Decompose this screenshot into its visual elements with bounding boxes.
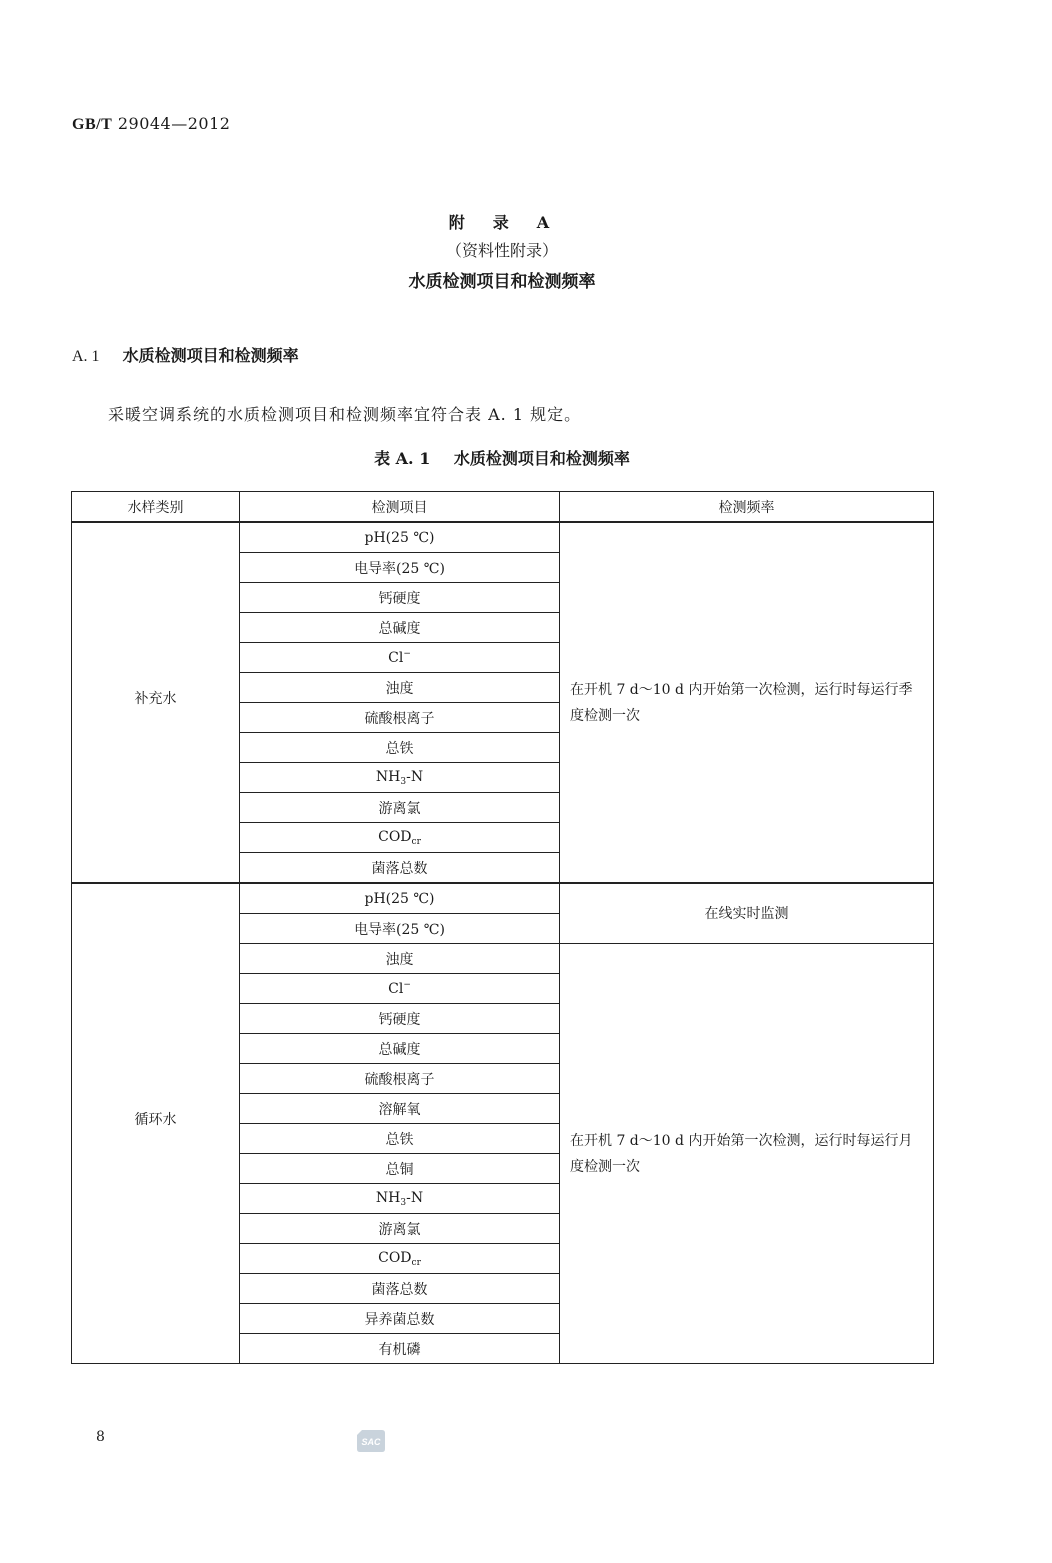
annex-type: （资料性附录） bbox=[445, 241, 558, 260]
test-item-cell bbox=[240, 1184, 560, 1214]
test-item-name: COD bbox=[378, 1249, 412, 1266]
test-item-cell bbox=[240, 553, 560, 583]
table-header-row bbox=[72, 492, 934, 523]
test-item-cell bbox=[240, 853, 560, 884]
test-item-superscript: − bbox=[403, 649, 411, 659]
table-row bbox=[72, 522, 934, 553]
test-item-name: 游离氯 bbox=[378, 1221, 421, 1238]
header-sample-type: 水样类别 bbox=[72, 492, 240, 523]
test-item-name: 有机磷 bbox=[378, 1341, 421, 1358]
frequency-cell: 在开机 7 d～10 d 内开始第一次检测，运行时每运行季度检测一次 bbox=[560, 522, 934, 883]
test-item-name: 总碱度 bbox=[378, 620, 421, 637]
test-item-name: 游离氯 bbox=[378, 800, 421, 817]
test-item-cell bbox=[240, 733, 560, 763]
test-item-name: 浊度 bbox=[385, 680, 414, 697]
header-test-item: 检测项目 bbox=[240, 492, 560, 523]
test-item-name: 钙硬度 bbox=[378, 590, 421, 607]
test-item-cell bbox=[240, 522, 560, 553]
sample-type-cell: 循环水 bbox=[72, 883, 240, 1364]
test-item-cell bbox=[240, 1154, 560, 1184]
test-item-name: 菌落总数 bbox=[371, 1281, 428, 1298]
test-item-name: COD bbox=[378, 828, 412, 845]
test-item-name: Cl bbox=[388, 981, 404, 997]
test-item-name: NH bbox=[375, 768, 401, 785]
frequency-cell: 在开机 7 d～10 d 内开始第一次检测，运行时每运行月度检测一次 bbox=[560, 944, 934, 1364]
test-item-cell bbox=[240, 944, 560, 974]
test-item-subscript: 3 bbox=[400, 1197, 407, 1208]
test-item-cell bbox=[240, 1064, 560, 1094]
test-item-name: 菌落总数 bbox=[371, 860, 428, 877]
test-item-cell bbox=[240, 673, 560, 703]
sample-type-cell: 补充水 bbox=[72, 522, 240, 883]
body-paragraph: 采暖空调系统的水质检测项目和检测频率宜符合表 A. 1 规定。 bbox=[108, 405, 582, 424]
table-caption-title: 水质检测项目和检测频率 bbox=[453, 449, 630, 468]
test-item-subscript: 3 bbox=[400, 776, 407, 787]
water-quality-table bbox=[71, 491, 934, 1364]
test-item-name: 总碱度 bbox=[378, 1041, 421, 1058]
frequency-cell: 在线实时监测 bbox=[560, 883, 934, 944]
test-item-name: 电导率(25 ℃) bbox=[354, 921, 445, 938]
test-item-name: NH bbox=[375, 1189, 401, 1206]
table-caption-number: 表 A. 1 bbox=[374, 449, 431, 468]
header-frequency: 检测频率 bbox=[560, 492, 934, 523]
test-item-name: 硫酸根离子 bbox=[364, 1071, 435, 1088]
test-item-cell bbox=[240, 1094, 560, 1124]
test-item-cell bbox=[240, 1274, 560, 1304]
test-item-suffix: -N bbox=[406, 768, 424, 785]
page-number: 8 bbox=[96, 1429, 105, 1445]
test-item-cell bbox=[240, 583, 560, 613]
clause-title: 水质检测项目和检测频率 bbox=[122, 346, 299, 365]
test-item-subscript: cr bbox=[411, 1257, 421, 1268]
clause-heading bbox=[72, 343, 299, 366]
test-item-cell bbox=[240, 1034, 560, 1064]
test-item-superscript: − bbox=[403, 980, 411, 990]
test-item-cell bbox=[240, 974, 560, 1004]
test-item-cell bbox=[240, 1004, 560, 1034]
table-row bbox=[72, 883, 934, 914]
sac-logo bbox=[356, 1428, 386, 1454]
test-item-cell bbox=[240, 763, 560, 793]
standard-prefix: GB/T bbox=[72, 116, 113, 133]
annex-name: 水质检测项目和检测频率 bbox=[408, 272, 596, 292]
test-item-name: 电导率(25 ℃) bbox=[354, 560, 445, 577]
standard-code bbox=[72, 114, 230, 134]
annex-title: 附 录 A bbox=[448, 213, 556, 232]
clause-number: A. 1 bbox=[72, 348, 100, 365]
test-item-cell bbox=[240, 1124, 560, 1154]
test-item-name: pH(25 ℃) bbox=[364, 890, 435, 907]
test-item-name: 总铁 bbox=[385, 1131, 414, 1148]
test-item-cell bbox=[240, 1214, 560, 1244]
test-item-name: 钙硬度 bbox=[378, 1011, 421, 1028]
sac-logo-text: SAC bbox=[361, 1437, 381, 1447]
test-item-cell bbox=[240, 914, 560, 944]
test-item-subscript: cr bbox=[411, 836, 421, 847]
test-item-suffix: -N bbox=[406, 1189, 424, 1206]
test-item-cell bbox=[240, 1304, 560, 1334]
test-item-cell bbox=[240, 823, 560, 853]
test-item-name: 浊度 bbox=[385, 951, 414, 968]
test-item-cell bbox=[240, 1244, 560, 1274]
test-item-cell bbox=[240, 703, 560, 733]
test-item-cell bbox=[240, 613, 560, 643]
standard-number: 29044—2012 bbox=[117, 114, 231, 133]
test-item-name: pH(25 ℃) bbox=[364, 529, 435, 546]
test-item-name: Cl bbox=[388, 650, 404, 666]
test-item-name: 异养菌总数 bbox=[364, 1311, 435, 1328]
test-item-name: 总铁 bbox=[385, 740, 414, 757]
test-item-cell bbox=[240, 793, 560, 823]
test-item-name: 硫酸根离子 bbox=[364, 710, 435, 727]
test-item-cell bbox=[240, 643, 560, 673]
test-item-name: 溶解氧 bbox=[378, 1101, 421, 1118]
table-caption bbox=[0, 446, 1004, 469]
table-body bbox=[72, 522, 934, 1364]
test-item-cell bbox=[240, 883, 560, 914]
test-item-name: 总铜 bbox=[385, 1161, 414, 1178]
test-item-cell bbox=[240, 1334, 560, 1364]
